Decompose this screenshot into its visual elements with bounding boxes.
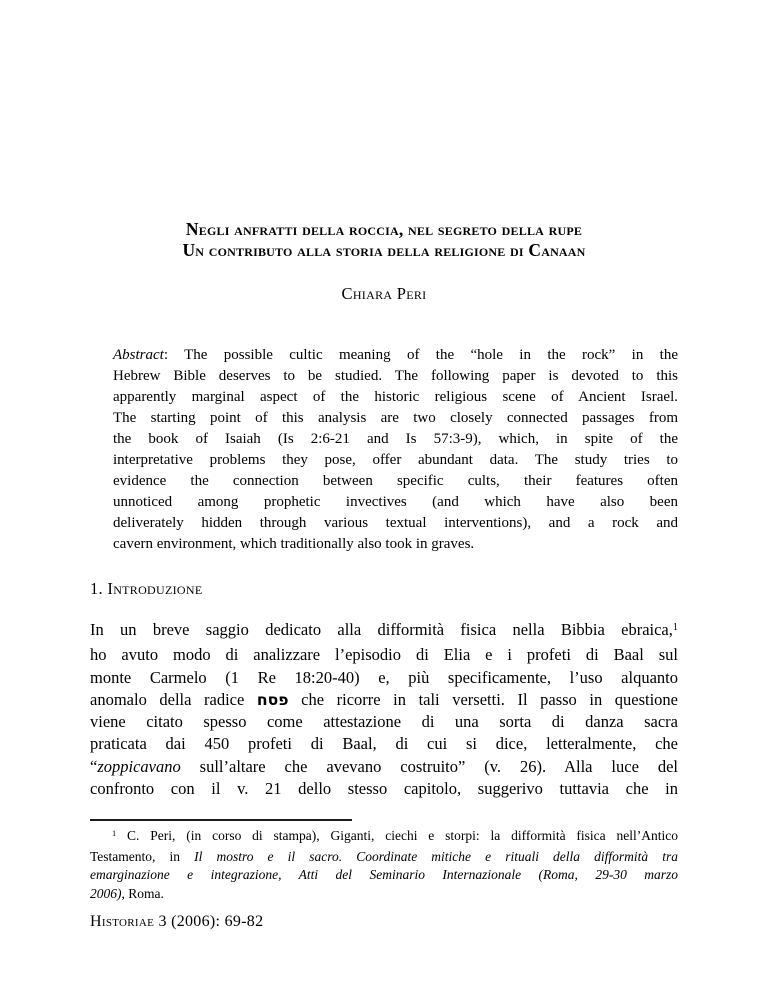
hebrew-word: פסח [256,689,289,709]
paper-title-line-2: Un contributo alla storia della religione di Canaan [182,240,586,260]
abstract-paragraph [113,345,678,555]
text-line [90,711,678,733]
text-line [113,513,678,534]
paper-title [90,219,678,261]
text-segment: : The possible cultic meaning of the “hole in the rock” in the [163,347,678,363]
text-line [90,667,678,689]
text-segment: the book of Isaiah (Is 2:6-21 and Is 57:3-9), which, in spite of the [113,431,678,447]
text-line [113,408,678,429]
text-line [90,733,678,755]
text-segment: “ [90,756,98,776]
text-segment: Il mostro e il sacro. Coordinate mitiche e rituali della difformità tra [194,848,678,864]
text-segment: Hebrew Bible deserves to be studied. The following paper is devoted to this [113,368,678,384]
footnote-1 [90,827,678,903]
text-line [90,689,678,711]
text-line [90,644,678,666]
text-line [113,492,678,513]
text-segment: , Roma. [121,885,164,901]
text-line [113,450,678,471]
text-segment: che ricorre in tali versetti. Il passo in questione [288,689,678,709]
text-segment: zoppicavano [97,756,181,776]
paper-title-line-1: Negli anfratti della roccia, nel segreto della rupe [185,219,583,239]
author-name: Chiara Peri [341,284,427,303]
text-segment: viene citato spesso come attestazione di una sorta di danza sacra [90,712,678,732]
text-line [113,429,678,450]
text-segment: praticata dai 450 profeti di Baal, di cui si dice, letteralmente, che [90,734,678,754]
text-segment: confronto con il v. 21 dello stesso capitolo, suggerivo tuttavia che in [90,779,678,799]
text-segment: 1 [672,622,678,634]
text-line [90,885,678,904]
text-line [113,471,678,492]
text-line [90,778,678,800]
text-segment: apparently marginal aspect of the historic religious scene of Ancient Israel. [113,389,678,405]
text-line [113,387,678,408]
text-segment: interpretative problems they pose, offer abundant data. The study tries to [113,452,678,468]
text-segment: unnoticed among prophetic invectives (and which have also been [113,494,678,510]
text-segment: evidence the connection between specific cults, their features often [113,473,678,489]
text-line [113,366,678,387]
text-segment: emarginazione e integrazione, Atti del Seminario Internazionale (Roma, 29-30 marzo [90,867,678,883]
text-segment: The starting point of this analysis are two closely connected passages from [113,410,678,426]
text-line [90,866,678,885]
body-paragraph [90,619,678,800]
text-line [90,619,678,644]
text-segment: deliverately hidden through various textual interventions), and a rock and [113,515,678,531]
text-line [90,756,678,778]
section-heading-introduction: 1. Introduzione [90,579,203,598]
text-line [90,827,678,848]
text-line [90,848,678,867]
text-line [113,345,678,366]
footnote-separator-rule [90,819,352,821]
text-segment: monte Carmelo (1 Re 18:20-40) e, più specificamente, l’uso alquanto [90,667,678,687]
text-segment: In un breve saggio dedicato alla difformità fisica nella Bibbia ebraica, [90,620,673,639]
journal-citation-footer: Historiae 3 (2006): 69-82 [90,913,264,930]
text-segment: ho avuto modo di analizzare l’episodio di Elia e i profeti di Baal sul [90,645,678,665]
text-segment: Testamento, in [90,848,195,864]
text-line [113,534,678,555]
text-segment: Abstract [113,347,164,363]
text-segment: 2006) [90,885,122,901]
text-segment: 1 [112,828,117,838]
text-segment: anomalo della radice [90,689,257,709]
text-segment: cavern environment, which traditionally also took in graves. [113,536,475,552]
text-segment: sull’altare che avevano costruito” (v. 26). Alla luce del [180,756,678,776]
text-segment: C. Peri, (in corso di stampa), Giganti, ciechi e storpi: la difformità fisica nell’Antico [116,828,678,843]
